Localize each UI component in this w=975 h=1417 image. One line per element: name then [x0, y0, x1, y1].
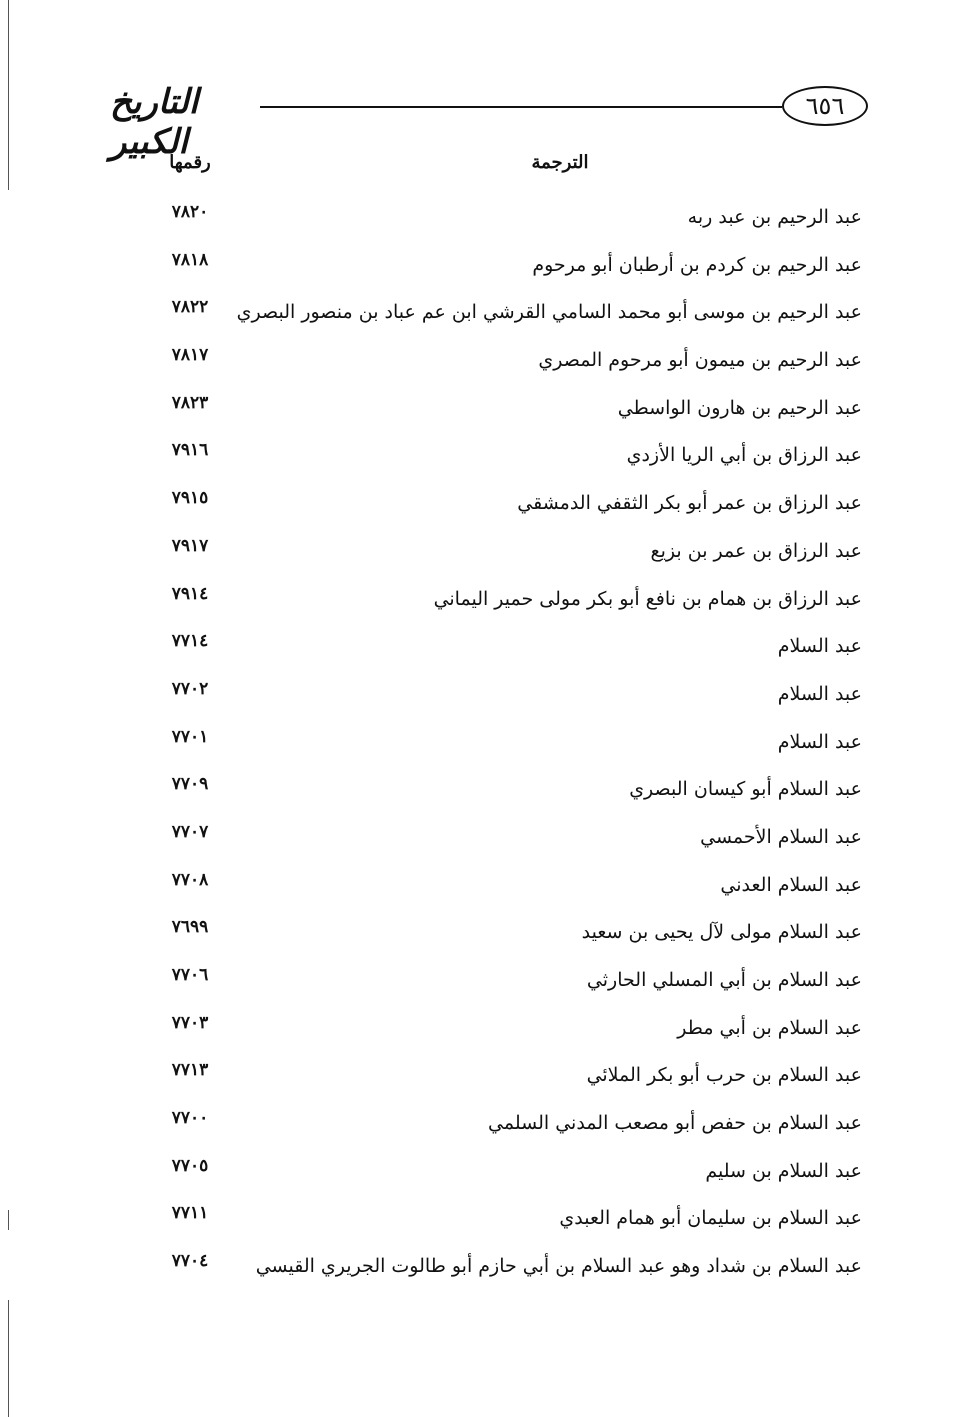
- entry-row: [150, 625, 862, 673]
- entry-name: عبد الرحيم بن موسى أبو محمد السامي القرشي ابن عم عباد بن منصور البصري: [236, 301, 862, 324]
- entry-name: عبد السلام بن حرب أبو بكر الملائي: [586, 1064, 862, 1087]
- entry-name: عبد السلام العدني: [720, 873, 862, 896]
- entry-number: ٧٨٢٢: [171, 297, 209, 318]
- entry-number: ٧٨١٧: [171, 345, 209, 366]
- entry-row: [150, 434, 862, 482]
- entry-name: عبد الرحيم بن هارون الواسطي: [617, 396, 862, 419]
- entry-number: ٧٧١٣: [171, 1060, 209, 1081]
- entry-row: [150, 673, 862, 721]
- number-column-header: رقمها: [169, 152, 211, 173]
- entry-name: عبد السلام بن أبي المسلي الحارثي: [586, 969, 862, 991]
- entry-number: ٧٧١١: [171, 1203, 209, 1224]
- entry-name: عبد السلام أبو كيسان البصري: [629, 778, 862, 801]
- entry-number: ٧٧٠٣: [171, 1012, 209, 1033]
- entry-row: [150, 1245, 862, 1293]
- entry-column-header: الترجمة: [531, 152, 589, 173]
- entry-row: [150, 291, 862, 339]
- entry-name: عبد الرزاق بن أبي الريا الأزدي: [626, 444, 862, 467]
- entry-row: [150, 911, 862, 959]
- entry-number: ٧٧٠٧: [171, 821, 209, 842]
- entry-name: عبد الرحيم بن كردم بن أرطبان أبو مرحوم: [532, 253, 862, 276]
- entry-name: عبد السلام بن أبي مطر: [677, 1016, 862, 1039]
- entry-row: [150, 1102, 862, 1150]
- entry-number: ٧٩١٦: [171, 440, 209, 461]
- entry-name: عبد الرحيم بن ميمون أبو مرحوم المصري: [538, 349, 862, 372]
- entry-row: [150, 244, 862, 292]
- entry-name: عبد السلام بن سليمان أبو همام العبدي: [559, 1207, 862, 1230]
- entry-name: عبد الرزاق بن همام بن نافع أبو بكر مولى حمير اليماني: [433, 587, 862, 610]
- entry-name: عبد السلام: [777, 730, 862, 753]
- entry-number: ٧٩١٧: [171, 535, 209, 556]
- entry-number: ٧٨٢٠: [171, 202, 209, 222]
- entry-name: عبد الرزاق بن عمر بن بزيع: [650, 539, 862, 562]
- entry-number: ٧٨١٨: [171, 249, 209, 270]
- entry-row: [150, 530, 862, 578]
- entry-number: ٧٧٠٢: [171, 678, 209, 699]
- entry-row: [150, 387, 862, 435]
- entry-name: عبد السلام بن سليم: [705, 1159, 862, 1182]
- entry-number: ٧٧٠٨: [171, 869, 209, 890]
- entry-name: عبد السلام بن شداد وهو عبد السلام بن أبي حازم أبو طالوت الجريري القيسي: [255, 1255, 862, 1278]
- scan-edge-top: [8, 0, 9, 190]
- entry-list: [150, 196, 862, 1293]
- entry-number: ٧٧٠٤: [171, 1251, 209, 1272]
- entry-name: عبد السلام: [777, 682, 862, 705]
- page-number: ٦٥٦: [782, 86, 868, 126]
- entry-name: عبد السلام الأحمسي: [700, 825, 862, 848]
- entry-number: ٧٧٠٠: [171, 1108, 209, 1129]
- entry-row: [150, 768, 862, 816]
- scan-edge-middle: [8, 1210, 9, 1230]
- entry-row: [150, 482, 862, 530]
- entry-name: عبد الرزاق بن عمر أبو بكر الثقفي الدمشقي: [517, 492, 862, 515]
- entry-number: ٧٩١٤: [171, 583, 209, 604]
- entry-name: عبد السلام مولى لآل يحيى بن سعيد: [581, 921, 862, 944]
- entry-number: ٧٧٠١: [171, 726, 209, 747]
- entry-row: [150, 864, 862, 912]
- entry-number: ٧٨٢٣: [171, 392, 209, 413]
- entry-number: ٧٦٩٩: [171, 917, 209, 938]
- column-headers: [150, 152, 860, 186]
- entry-row: [150, 959, 862, 1007]
- header-rule: [260, 106, 782, 108]
- page-header: [110, 78, 870, 162]
- entry-name: عبد السلام: [777, 635, 862, 658]
- entry-name: عبد السلام بن حفص أبو مصعب المدني السلمي: [488, 1112, 862, 1135]
- entry-number: ٧٧١٤: [171, 631, 209, 652]
- entry-row: [150, 1150, 862, 1198]
- entry-row: [150, 1197, 862, 1245]
- entry-number: ٧٧٠٦: [171, 965, 209, 985]
- entry-row: [150, 1054, 862, 1102]
- entry-number: ٧٧٠٩: [171, 774, 209, 795]
- entry-number: ٧٧٠٥: [171, 1155, 209, 1176]
- scan-edge-bottom: [8, 1300, 9, 1417]
- entry-row: [150, 339, 862, 387]
- book-title: التاريخ الكبير: [110, 82, 199, 162]
- entry-row: [150, 721, 862, 769]
- entry-row: [150, 578, 862, 626]
- entry-row: [150, 816, 862, 864]
- entry-name: عبد الرحيم بن عبد ربه: [687, 206, 862, 228]
- entry-row: [150, 196, 862, 244]
- entry-number: ٧٩١٥: [171, 488, 209, 509]
- entry-row: [150, 1007, 862, 1055]
